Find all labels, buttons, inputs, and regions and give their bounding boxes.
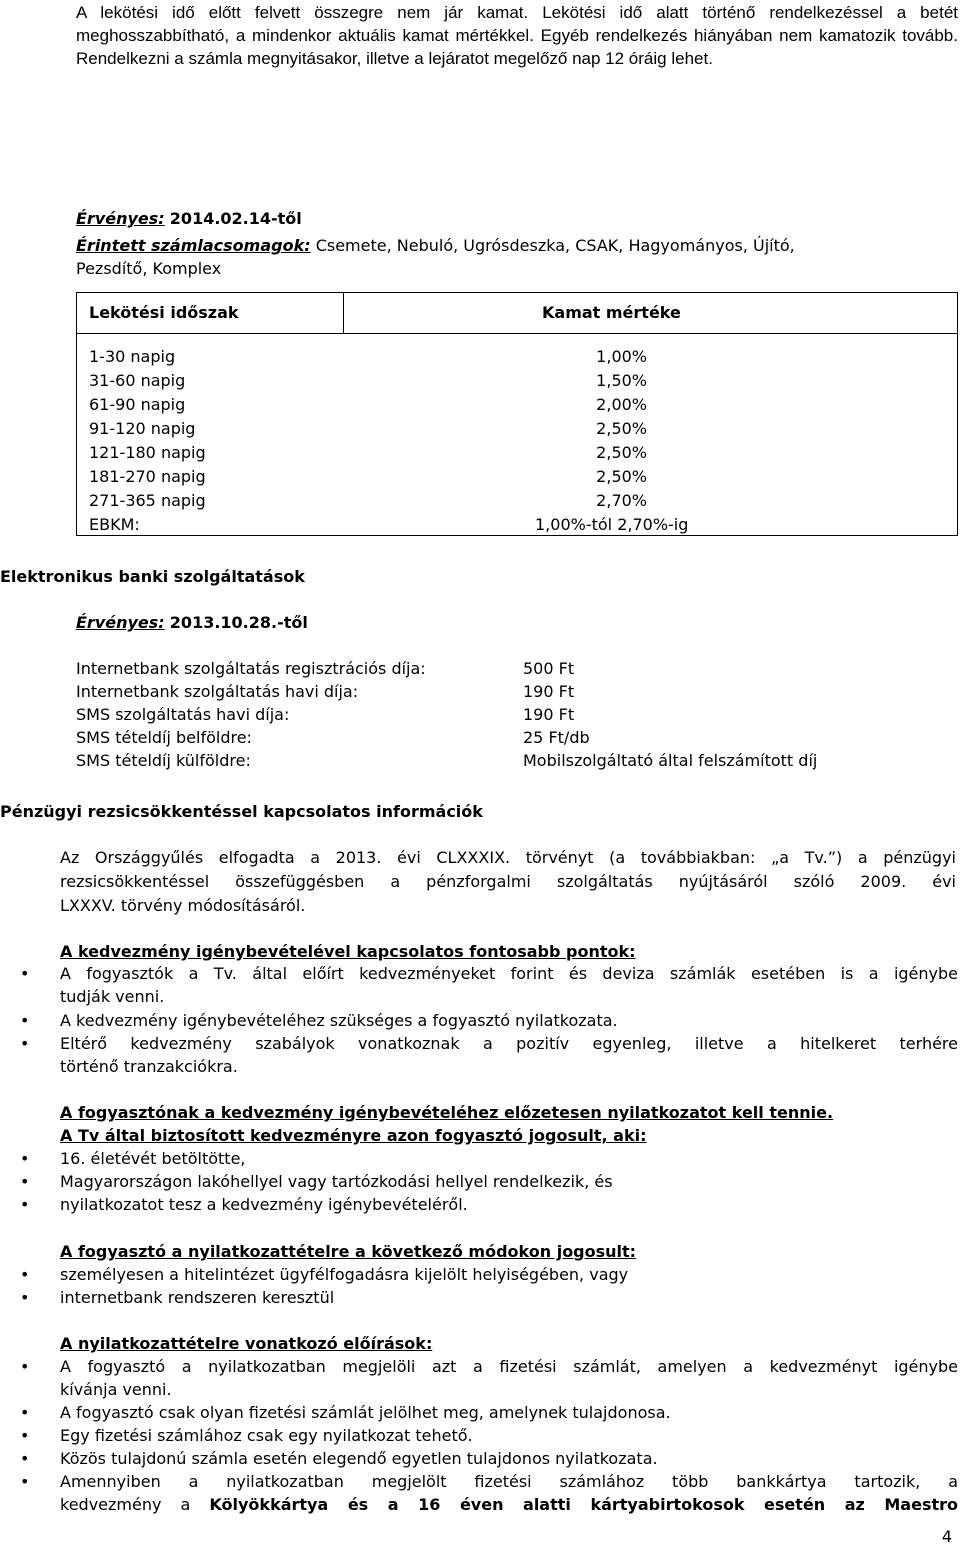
item-text: 16. életévét betöltötte,	[60, 1149, 246, 1168]
deposit-valid-label: Érvényes:	[76, 209, 165, 228]
item-text-cont: történő tranzakciókra.	[60, 1057, 238, 1076]
item-text: nyilatkozatot tesz a kedvezmény igénybevételéről.	[60, 1195, 468, 1214]
bullet-icon: •	[20, 1149, 30, 1168]
rezsi-title: Pénzügyi rezsicsökkentéssel kapcsolatos információk	[0, 802, 483, 821]
fee-label: Internetbank szolgáltatás havi díja:	[76, 682, 359, 701]
bullet-icon: •	[20, 1449, 30, 1468]
bullet-icon: •	[20, 1195, 30, 1214]
intro-paragraph: A lekötési idő előtt felvett összegre nem jár kamat. Lekötési idő alatt történő rendelkezéssel a betét meghosszabbítható, a mindenkor aktuális kamat mértékkel. Egyéb rendelkezés hiányában nem kamatozik tovább. Rendelkezni a számla megnyitásakor, illetve a lejáratot megelőző nap 12 óráig lehet.	[76, 3, 958, 68]
fee-value: Mobilszolgáltató által felszámított díj	[523, 751, 818, 770]
row-rate: 2,50%	[596, 467, 647, 486]
section2-title-1: A fogyasztónak a kedvezmény igénybevételéhez előzetesen nyilatkozatot kell tennie.	[60, 1103, 834, 1122]
row-period: 181-270 napig	[89, 467, 206, 486]
section3-title: A fogyasztó a nyilatkozattételre a következő módokon jogosult:	[60, 1242, 637, 1261]
row-rate: 1,50%	[596, 371, 647, 390]
fee-label: SMS szolgáltatás havi díja:	[76, 705, 290, 724]
ebkm-label: EBKM:	[89, 515, 140, 534]
item-text: internetbank rendszeren keresztül	[60, 1288, 335, 1307]
row-period: 31-60 napig	[89, 371, 186, 390]
fee-value: 190 Ft	[523, 705, 575, 724]
row-rate: 1,00%	[596, 347, 647, 366]
bullet-icon: •	[20, 1172, 30, 1191]
row-period: 271-365 napig	[89, 491, 206, 510]
row-rate: 2,50%	[596, 443, 647, 462]
item-text-plain: kedvezmény a	[60, 1495, 210, 1514]
item-text-cont: tudják venni.	[60, 987, 165, 1006]
header-period: Lekötési időszak	[89, 303, 239, 322]
ebank-title: Elektronikus banki szolgáltatások	[0, 567, 305, 586]
row-period: 1-30 napig	[89, 347, 176, 366]
item-text: A kedvezmény igénybevételéhez szükséges a fogyasztó nyilatkozata.	[60, 1011, 618, 1030]
ebank-valid-label: Érvényes:	[76, 613, 165, 632]
fee-label: Internetbank szolgáltatás regisztrációs díja:	[76, 659, 426, 678]
rezsi-intro-3: LXXXV. törvény módosításáról.	[60, 896, 306, 915]
table-row	[89, 345, 947, 369]
row-period: 91-120 napig	[89, 419, 196, 438]
fee-value: 190 Ft	[523, 682, 575, 701]
item-text: Magyarországon lakóhellyel vagy tartózkodási hellyel rendelkezik, és	[60, 1172, 613, 1191]
bullet-icon: •	[20, 1265, 30, 1284]
bullet-icon: •	[20, 1288, 30, 1307]
item-text: Eltérő kedvezmény szabályok vonatkoznak a pozitív egyenleg, illetve a hitelkeret terhére	[60, 1034, 958, 1053]
item-text: Amennyiben a nyilatkozatban megjelölt fizetési számlához több bankkártya tartozik, a	[60, 1472, 958, 1491]
packages-list-2: Pezsdítő, Komplex	[76, 259, 222, 278]
table-row	[89, 441, 947, 465]
deposit-valid-value: 2014.02.14-től	[169, 209, 302, 228]
fee-row	[76, 657, 936, 680]
fee-value: 500 Ft	[523, 659, 575, 678]
table-row	[89, 489, 947, 513]
row-rate: 2,00%	[596, 395, 647, 414]
header-divider	[343, 293, 344, 333]
row-rate: 2,70%	[596, 491, 647, 510]
section2-title-2: A Tv által biztosított kedvezményre azon fogyasztó jogosult, aki:	[60, 1126, 647, 1145]
item-text-cont: kívánja venni.	[60, 1380, 172, 1399]
packages-line	[76, 234, 960, 257]
fee-label: SMS tételdíj külföldre:	[76, 751, 251, 770]
row-period: 121-180 napig	[89, 443, 206, 462]
item-text: személyesen a hitelintézet ügyfélfogadásra kijelölt helyiségében, vagy	[60, 1265, 629, 1284]
bullet-icon: •	[20, 1403, 30, 1422]
item-text-cont	[60, 1493, 958, 1516]
ebkm-row	[89, 513, 947, 537]
fee-row	[76, 726, 936, 749]
ebkm-value: 1,00%-tól 2,70%-ig	[535, 515, 689, 534]
fee-row	[76, 680, 936, 703]
table-row	[89, 417, 947, 441]
fee-label: SMS tételdíj belföldre:	[76, 728, 252, 747]
item-text: A fogyasztók a Tv. által előírt kedvezményeket forint és deviza számlák esetében is a igénybe	[60, 964, 958, 983]
item-text: A fogyasztó csak olyan fizetési számlát jelölhet meg, amelynek tulajdonosa.	[60, 1403, 671, 1422]
page-number: 4	[941, 1527, 952, 1546]
table-header	[77, 293, 957, 334]
ebank-valid-value: 2013.10.28.-től	[169, 613, 308, 632]
item-text: A fogyasztó a nyilatkozatban megjelöli azt a fizetési számlát, amelyen a kedvezményt igénybe	[60, 1357, 958, 1376]
bullet-icon: •	[20, 1472, 30, 1491]
rezsi-intro-2: rezsicsökkentéssel összefüggésben a pénzforgalmi szolgáltatás nyújtásáról szóló 2009. évi	[60, 872, 956, 891]
packages-list-1: Csemete, Nebuló, Ugrósdeszka, CSAK, Hagyományos, Újító,	[315, 236, 795, 255]
section1-title: A kedvezmény igénybevételével kapcsolatos fontosabb pontok:	[60, 942, 636, 961]
bullet-icon: •	[20, 964, 30, 983]
section4-title: A nyilatkozattételre vonatkozó előírások:	[60, 1334, 433, 1353]
bullet-icon: •	[20, 1426, 30, 1445]
deposit-valid-line	[76, 207, 302, 230]
bullet-icon: •	[20, 1357, 30, 1376]
header-rate: Kamat mértéke	[542, 303, 681, 322]
item-text: Közös tulajdonú számla esetén elegendő egyetlen tulajdonos nyilatkozata.	[60, 1449, 658, 1468]
interest-rate-table	[76, 292, 958, 536]
fee-row	[76, 749, 936, 772]
row-rate: 2,50%	[596, 419, 647, 438]
ebank-valid-line	[76, 611, 308, 634]
table-row	[89, 369, 947, 393]
rezsi-intro-1: Az Országgyűlés elfogadta a 2013. évi CLXXXIX. törvényt (a továbbiakban: „a Tv.”) a pénzügyi	[60, 848, 956, 867]
bullet-icon: •	[20, 1011, 30, 1030]
table-row	[89, 393, 947, 417]
row-period: 61-90 napig	[89, 395, 186, 414]
item-text: Egy fizetési számlához csak egy nyilatkozat tehető.	[60, 1426, 473, 1445]
bullet-icon: •	[20, 1034, 30, 1053]
fee-value: 25 Ft/db	[523, 728, 590, 747]
table-row	[89, 465, 947, 489]
item-text-bold: Kölyökkártya és a 16 éven alatti kártyabirtokosok esetén az Maestro	[209, 1495, 958, 1514]
fee-row	[76, 703, 936, 726]
packages-label: Érintett számlacsomagok:	[76, 236, 311, 255]
